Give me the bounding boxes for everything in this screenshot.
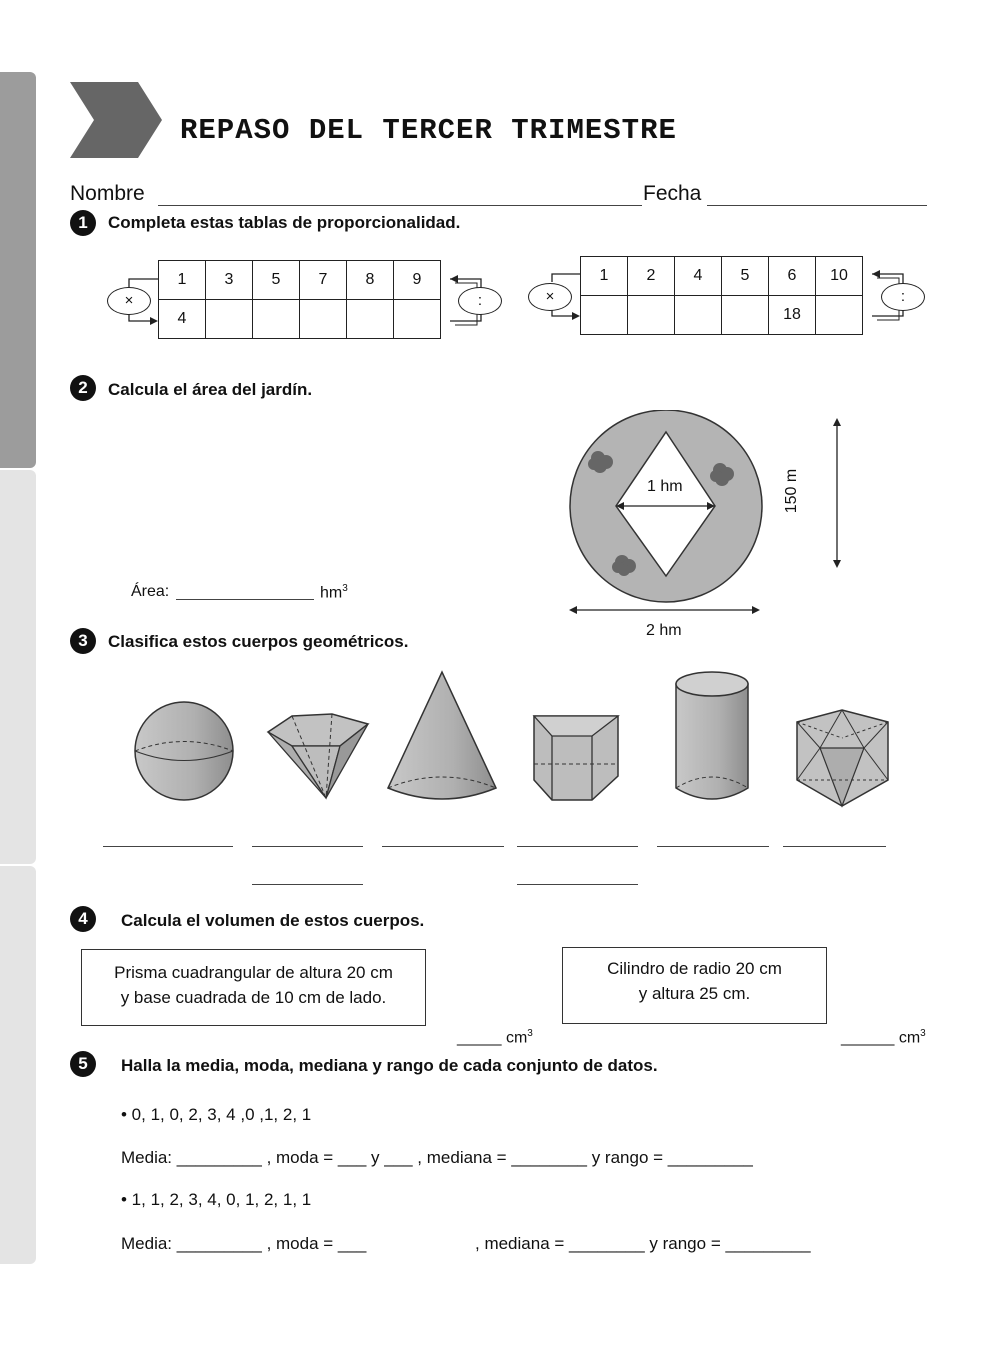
data-set-1: • 0, 1, 0, 2, 3, 4 ,0 ,1, 2, 1 [121,1105,312,1124]
table-cell: 5 [253,261,300,300]
chevron-banner-icon [68,82,164,158]
diagram-inner-label: 1 hm [647,478,683,495]
question-number-2: 2 [70,375,96,401]
question-number-1: 1 [70,210,96,236]
icosahedron-icon [797,710,888,806]
table-input-cell[interactable] [394,300,441,339]
data-set-2: • 1, 1, 2, 3, 4, 0, 1, 2, 1, 1 [121,1190,312,1209]
area-label: Área: [131,583,170,600]
cylinder-text-line-1: Cilindro de radio 20 cm [607,959,782,978]
stats-answer-line-2b[interactable]: , mediana = ________ y rango = _________ [475,1234,811,1253]
prism-text-line-1: Prisma cuadrangular de altura 20 cm [114,963,393,982]
multiply-oval-a: × [107,287,151,315]
diagram-width-label: 2 hm [646,622,682,639]
name-label: Nombre [70,182,145,205]
shape-answer-6[interactable] [783,846,886,847]
shape-answer-4b[interactable] [517,884,638,885]
garden-diagram [560,410,850,645]
prism-text-line-2: y base cuadrada de 10 cm de lado. [120,988,387,1007]
cylinder-text-line-2: y altura 25 cm. [638,984,751,1003]
page-title: REPASO DEL TERCER TRIMESTRE [180,114,677,147]
question-4-prompt: Calcula el volumen de estos cuerpos. [121,911,425,930]
table-cell: 2 [628,257,675,296]
table-cell: 1 [159,261,206,300]
cone-icon [388,672,496,799]
question-number-4: 4 [70,906,96,932]
name-field[interactable] [158,205,642,206]
table-input-cell[interactable] [628,296,675,335]
table-cell: 4 [675,257,722,296]
question-number-5: 5 [70,1051,96,1077]
shape-answer-4a[interactable] [517,846,638,847]
question-1-prompt: Completa estas tablas de proporcionalidad. [108,213,461,232]
table-input-cell[interactable] [347,300,394,339]
geometric-solids [120,660,920,820]
table-cell: 8 [347,261,394,300]
pentagonal-prism-icon [534,716,618,800]
prism-volume-box [81,949,426,1026]
shape-answer-1[interactable] [103,846,233,847]
side-tab-1 [0,72,36,468]
table-input-cell[interactable] [581,296,628,335]
shape-answer-5[interactable] [657,846,769,847]
table-input-cell[interactable] [253,300,300,339]
table-cell: 10 [816,257,863,296]
table-input-cell[interactable] [675,296,722,335]
area-unit: $hm^3$ [320,583,348,602]
question-number-3: 3 [70,628,96,654]
cylinder-volume-box [562,947,827,1024]
table-input-cell[interactable] [816,296,863,335]
table-input-cell[interactable] [722,296,769,335]
sphere-icon [135,702,233,800]
table-cell: 4 [159,300,206,339]
stats-answer-line-2a[interactable]: Media: _________ , moda = ___ [121,1234,367,1253]
diagram-height-label: 150 m [783,468,801,514]
date-label: Fecha [643,182,702,205]
prism-volume-answer[interactable]: _____ $cm^3$ [457,1028,533,1047]
table-cell: 6 [769,257,816,296]
table-cell: 3 [206,261,253,300]
proportionality-table-b [580,256,863,335]
side-tab-3 [0,866,36,1264]
question-5-prompt: Halla la media, moda, mediana y rango de cada conjunto de datos. [121,1056,658,1075]
table-cell: 5 [722,257,769,296]
shape-answer-2b[interactable] [252,884,363,885]
cylinder-volume-answer[interactable]: ______ $cm^3$ [841,1028,926,1047]
divide-oval-a: : [458,287,502,315]
divide-oval-b: : [881,283,925,311]
pentagonal-pyramid-icon [268,714,368,798]
table-cell: 7 [300,261,347,300]
side-tab-2 [0,470,36,864]
area-answer-field[interactable] [176,599,314,600]
shape-answer-2a[interactable] [252,846,363,847]
stats-answer-line-1[interactable]: Media: _________ , moda = ___ y ___ , mediana = ________ y rango = _________ [121,1148,753,1167]
table-cell: 1 [581,257,628,296]
table-cell: 9 [394,261,441,300]
date-field[interactable] [707,205,927,206]
table-input-cell[interactable] [300,300,347,339]
question-2-prompt: Calcula el área del jardín. [108,380,313,399]
table-cell: 18 [769,296,816,335]
table-input-cell[interactable] [206,300,253,339]
multiply-oval-b: × [528,283,572,311]
question-3-prompt: Clasifica estos cuerpos geométricos. [108,632,409,651]
shape-answer-3[interactable] [382,846,504,847]
cylinder-icon [676,672,748,799]
proportionality-table-a [158,260,441,339]
